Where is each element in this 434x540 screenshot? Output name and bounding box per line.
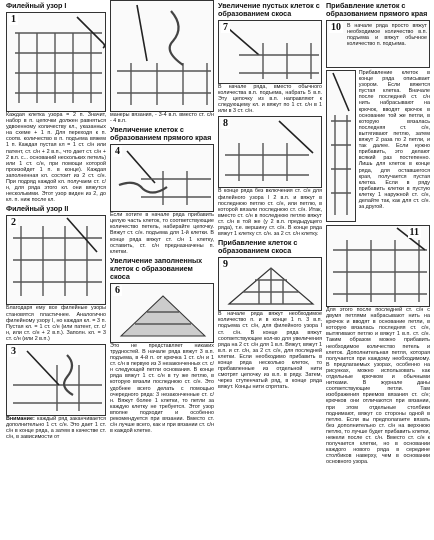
text-increase-empty: В начале ряда, вместо обычного количества в.п. подъема, набрать 5 в.п. Эту цепочку из в.п. направляют к следующему кл. и вяжут по 1 ст. с/н в 1 или в 3 ст. с/н.: [218, 84, 322, 115]
vertical-mesh-illustration: [326, 70, 356, 222]
heading-decrease-empty: Прибавление клеток с образованием скоса: [218, 238, 298, 256]
bevel-triangle-illustration: [111, 284, 214, 342]
text-add-straight-2: Прибавление клеток в конце ряда описывает узором. Если вяжется пустая клетка. Вначале после последней ст. с/н нить набрасывают на крючок, вводят крючок в основание той же петли, в которую вязалась последняя ст. с/н, вытягивают петлю, затем вяжут 2 раза по 2 петли, и так далее. Если нужно прибавить, это делают всякий раз постепенно. Лишь для клеток в конце ряда, для оставшегося края, получается пустая клетка. Если в ряду прибавить клетки в пустую клетку 1 наружной ст. с/н, делайте так, как для ст. с/н. за другой.: [358, 70, 430, 211]
figure-11: [326, 225, 430, 307]
figure-8: [218, 116, 322, 188]
text-bottom-column-4: Для этого после последней ст. с/н с двумя петлями набрасывают нить на крючок и вводят в основание петли, в которую вязалась последняя ст. с/н, вытягивают петлю и вяжут 1 в.п. ст. с/н. Таким образом можно прибавить необходимое количество петель и клеток. Дополнительная петля, которая получается при каждому необходимому. В предлагаемых узорах, особенно на рисунках, можно использовать как отдельные крючком и обычными нитками. В журнале даны соответствующие петли. Там изображения приемов вязания ст. с/н; крючков они отличаются при вязании, при этом отдельные столбики поднимают, вяжут со стороны одной в петлю. Если вы предполагаете вязать без дополнительно ст. с/н на верхнюю петлю, то лучше будет прибавить клетки, нежели после ст. с/н. Вместо ст. с/н к получается клетки, но в основании каждого нового ряда в середине столбиков наверху, чем в основании основного узора.: [326, 307, 430, 466]
edge-increase-illustration: [327, 226, 430, 306]
figure-11-number: 11: [409, 227, 419, 238]
figure-10: [326, 20, 430, 68]
heading-add-straight: Прибавление клеток с образованием прямого края: [326, 1, 428, 18]
figure-6-number: 6: [115, 284, 120, 296]
increase-straight-illustration: [111, 145, 214, 211]
figure-2-number: 2: [11, 217, 16, 229]
figure-8-number: 8: [223, 118, 228, 130]
figure-10-row: [326, 70, 430, 222]
figure-2: [6, 215, 106, 305]
text-increase-filled: Если хотите в начале ряда прибавить целую часть клеток, то соответствующие количество петель, набирайте цепочку. Вяжут ст. с/н. подъема для 1-й клетки. В конце ряда вяжут ст. с/н 1 клетку, оставить, ст. с/н предназначены п. клетки.: [110, 212, 214, 255]
attention-body: каждый ряд заканчивается дополнительно 1 ст. с/н. Это дает 1 ст. с/н в конце ряда, а затем в качестве ст. с/н, в зависимости от: [6, 415, 106, 441]
figure-1: [6, 12, 106, 112]
text-filet-2: Благодаря ему все филейные узоры становятся пластичнее. Аналогично филейному узору I, но каждая кл. = 3 п. Пустая кл. = 1 ст. с/н (или патент, ст. с/н, или ст. с/н + 2 в.п.). Заполн. кл. = 3 ст. с/н (или 2 в.п.): [6, 305, 106, 342]
figure-3: [6, 344, 106, 416]
heading-increase-empty: Увеличение пустых клеток с образованием скоса: [218, 1, 320, 18]
figure-6: [110, 283, 214, 343]
figure-7: [218, 20, 322, 84]
figure-3-number: 3: [11, 345, 16, 357]
figure-top-column-2: [110, 0, 214, 112]
column-2: [110, 0, 214, 540]
text-increase-bevel: Это не представляет никаких трудностей. В начале ряда вяжут 3 в.п. подъема, в 4-й п. от крючка 1 ст. с/н и 1 ст. с/н в первую из 3 незаконченных ст. с/н следующей петли основания. В конце ряда вяжут 1 ст. с/н в ту же петлю, в которую вязали последнюю ст. с/н. Это удобнее всего делать с помощью очередного ряда: 3 незаконченные ст. с/н. Вяжут более 1 клетки, то петли за каждую клетку не требуется. Этот узор вполне подходит и особенно рекомендуется при вязании. Вместо ст. с/н лучше всего, как и при вязании ст. с/н в каждой клетке.: [110, 342, 214, 435]
column-1: [6, 0, 106, 540]
stitch-illustration-3: [7, 345, 106, 415]
heading-filet-2: Филейный узор II: [6, 204, 69, 214]
heading-increase-bevel: Увеличение заполненных клеток с образованием скоса: [110, 255, 203, 281]
column-3: [218, 0, 322, 540]
hook-and-chain-illustration: [111, 1, 214, 111]
text-add-straight: В начале ряда просто вяжут необходимое количество в.п. подъема и вяжут обычное количество п. подъема.: [347, 23, 427, 48]
text-top-column-2: манеры вязания, - 3-4 в.п. вместо ст. с/н - 4 в.п.: [110, 112, 214, 125]
figure-4-number: 4: [115, 146, 120, 158]
heading-filet-1: Филейный узор I: [6, 1, 67, 10]
figure-9-number: 9: [223, 259, 228, 271]
text-filet-1: Каждая клетка узора = 2 п. Значит, набор в п. цепочки должен равняться удвоенному количеству кл., указанных на схеме + 1 п. Для переходя к п. соотв. количество в п. подъема вяжем 1 п. Каждая пустая кл = 1 ст. с/н или патент, ст. с/н + 2 в.п., что дает ст. с/н + 2 в.п. с... оснований нескольких петель) или 1 ст. с/н, при помощи которой произойдет 1 п. в конце). Каждая заполненная кл. состоит из 2 ст. с/н. При подряд каждой кл. получаем ст. с/н, для ряда этого кл. они вяжутся несколькими. Этот узор виден из 2, до кл. п. ниж после кл.: [6, 112, 106, 204]
row-end-illustration: [219, 117, 322, 187]
text-attention: [6, 416, 106, 440]
filet-mesh-illustration-2: [7, 216, 106, 304]
figure-1-number: 1: [11, 14, 16, 25]
empty-increase-illustration: [219, 21, 322, 83]
mesh-triangle-illustration: [219, 258, 322, 310]
heading-increase-filled: Увеличение клеток с образованием прямого края: [110, 125, 212, 143]
figure-4: [110, 144, 214, 212]
figure-9: [218, 257, 322, 311]
figure-10-number: 10: [331, 22, 341, 33]
column-4: [326, 0, 430, 540]
text-decrease-empty: В начале ряда вяжут необходимое количество п. и в конце 1 п. 3 в.п. подъема ст. с/н, для филейного узора I ст. с/н. В конце ряда вяжут соответствующее кол-во для увеличения ряда на 2 ст. с/н для 1 в.п. Вяжут, вяжут 1 в.п. и ст. с/н, за 2 ст. с/н, для последней клетки. Если необходимо прибавить в конце ряда несколько клеток, то прибавленные из отдельной нити смотрят цепочку из в.п. в ряду. Затем, через ступенчатый ряд, в конце ряда вяжут. Концы нити спрятать.: [218, 311, 322, 391]
figure-7-number: 7: [223, 22, 228, 33]
attention-label: Внимание:: [6, 415, 35, 422]
text-figure-8: В конце ряда без включения ст. с/н для филейного узора I 2 в.п. и вяжут в последнюю петлю ст. с/н, или петлю, в которой вязали последнюю ст. с/н. Итак, вместо ст. с/н в последнюю петлю вяжут ст. с/н в той же (у 2 в.п. предыдущего ряда), т.е. вершину ст. с/н. В конце ряда вяжут 1 клетку ст. с/н. за 2 ст. с/н клетку.: [218, 188, 322, 238]
filet-mesh-illustration: [7, 13, 106, 111]
